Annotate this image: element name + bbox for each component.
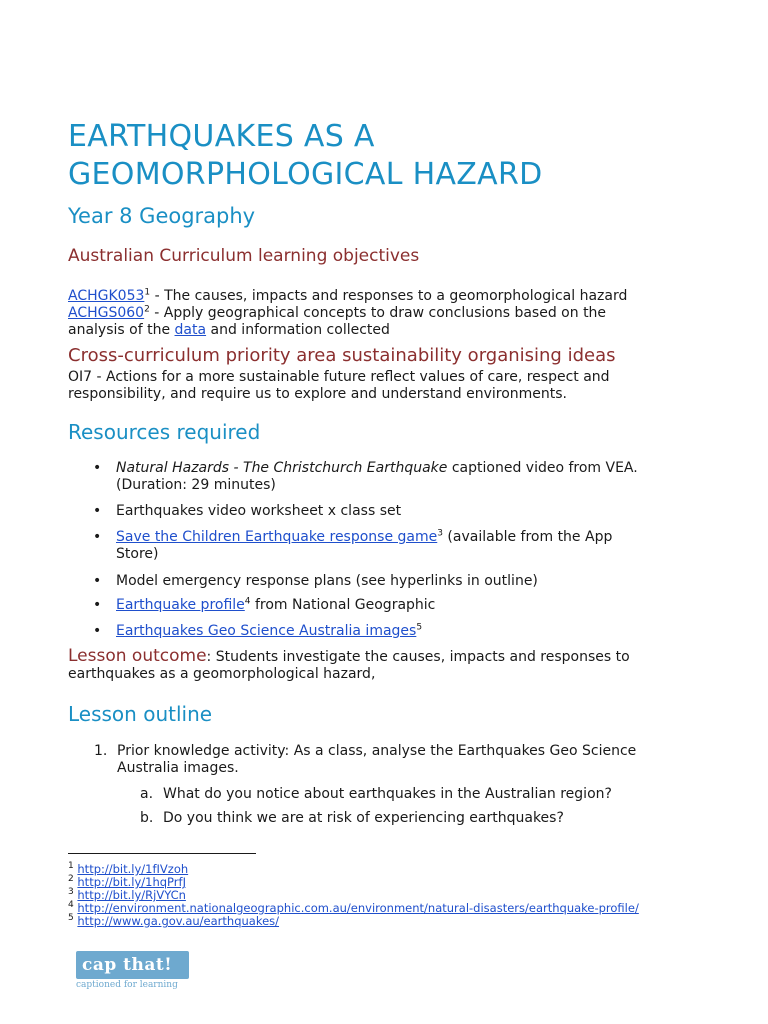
objective-2-continued — [68, 322, 708, 339]
footnote-divider — [68, 853, 256, 854]
footnote-ref-2: 2 — [144, 304, 150, 315]
objectives-heading: Australian Curriculum learning objectives — [68, 246, 420, 266]
footnote-num-3: 3 — [68, 887, 74, 898]
data-link[interactable]: data — [174, 322, 207, 338]
footnote-num-5: 5 — [68, 913, 74, 924]
resource-video-duration: (Duration: 29 minutes) — [116, 477, 276, 493]
cap-that-logo-tagline: captioned for learning — [76, 980, 178, 990]
resource-profile-text: from National Geographic — [250, 597, 436, 613]
lesson-outcome — [68, 648, 728, 683]
outline-number-1: 1. — [94, 743, 108, 759]
footnote-link-5[interactable]: http://www.ga.gov.au/earthquakes/ — [77, 914, 280, 928]
earthquake-profile-link[interactable]: Earthquake profile — [116, 597, 245, 613]
resource-video-text: captioned video from VEA. — [447, 460, 638, 476]
footnote-link-2[interactable]: http://bit.ly/1hqPrfJ — [77, 875, 186, 889]
lesson-outcome-label: Lesson outcome — [68, 646, 207, 666]
page-title — [68, 118, 543, 194]
resource-video — [93, 460, 736, 494]
footnote-ref-5: 5 — [416, 622, 423, 633]
bullet-icon: • — [93, 529, 102, 545]
geoscience-images-link[interactable]: Earthquakes Geo Science Australia images — [116, 623, 417, 639]
resource-game — [93, 528, 736, 563]
footnotes — [68, 863, 748, 928]
lesson-outline-heading: Lesson outline — [68, 702, 213, 726]
footnote-ref-4: 4 — [244, 596, 251, 607]
resource-worksheet — [93, 503, 736, 520]
outline-item-1 — [94, 743, 714, 777]
outline-sub-a-text: What do you notice about earthquakes in the Australian region? — [163, 786, 612, 802]
outline-sub-b-label: b. — [140, 810, 154, 826]
bullet-icon: • — [93, 597, 102, 613]
resource-game-text: (available from the App — [442, 529, 613, 545]
lesson-outcome-text: : Students investigate the causes, impacts and responses to — [206, 649, 630, 665]
footnote-ref-3: 3 — [437, 528, 443, 539]
outline-sub-a-label: a. — [140, 786, 154, 802]
outline-sub-b — [140, 810, 700, 827]
objective-2-cont-pre: analysis of the — [68, 322, 175, 338]
subtitle: Year 8 Geography — [68, 204, 256, 228]
cross-curriculum-heading: Cross-curriculum priority area sustainability organising ideas — [68, 345, 616, 366]
footnote-num-1: 1 — [68, 861, 74, 872]
bullet-icon: • — [93, 460, 102, 476]
resource-emergency-plans — [93, 573, 736, 590]
title-line-1: EARTHQUAKES AS A — [68, 119, 375, 154]
outline-sub-a — [140, 786, 700, 803]
resource-emergency-plans-text: Model emergency response plans (see hyperlinks in outline) — [116, 573, 538, 589]
objective-2-cont-post: and information collected — [206, 322, 390, 338]
resource-earthquake-profile — [93, 596, 736, 614]
lesson-outcome-line-2: earthquakes as a geomorphological hazard, — [68, 666, 376, 682]
outline-item-1-line-2: Australia images. — [117, 760, 239, 776]
resource-geoscience-images — [93, 622, 736, 640]
outline-item-1-line-1: Prior knowledge activity: As a class, analyse the Earthquakes Geo Science — [117, 743, 637, 759]
objective-1 — [68, 288, 708, 305]
objective-2-text: - Apply geographical concepts to draw conclusions based on the — [149, 305, 607, 321]
footnote-link-4[interactable]: http://environment.nationalgeographic.com.au/environment/natural-disasters/earthquake-profile/ — [77, 901, 639, 915]
footnote-ref-1: 1 — [144, 287, 151, 298]
objectives-block — [68, 288, 708, 339]
footnote-num-2: 2 — [68, 874, 74, 885]
cross-line-2: responsibility, and require us to explore and understand environments. — [68, 386, 568, 402]
objective-1-text: - The causes, impacts and responses to a geomorphological hazard — [150, 288, 628, 304]
objective-2 — [68, 305, 708, 322]
bullet-icon: • — [93, 623, 102, 639]
resource-game-store: Store) — [116, 546, 159, 562]
outline-sub-b-text: Do you think we are at risk of experiencing earthquakes? — [163, 810, 564, 826]
game-link[interactable]: Save the Children Earthquake response game — [116, 529, 438, 545]
resource-worksheet-text: Earthquakes video worksheet x class set — [116, 503, 402, 519]
footnote-link-3[interactable]: http://bit.ly/RjVYCn — [77, 888, 186, 902]
cap-that-logo-text: cap that! — [82, 955, 173, 975]
objective-1-code-link[interactable]: ACHGK053 — [68, 288, 145, 304]
footnote-num-4: 4 — [68, 900, 74, 911]
footnote-5 — [68, 915, 748, 928]
cross-line-1: OI7 - Actions for a more sustainable future reflect values of care, respect and — [68, 369, 610, 385]
bullet-icon: • — [93, 503, 102, 519]
title-line-2: GEOMORPHOLOGICAL HAZARD — [68, 157, 543, 192]
bullet-icon: • — [93, 573, 102, 589]
footnote-link-1[interactable]: http://bit.ly/1fIVzoh — [77, 862, 189, 876]
resource-video-title: Natural Hazards - The Christchurch Earthquake — [116, 460, 448, 476]
resources-heading: Resources required — [68, 420, 261, 444]
objective-2-code-link[interactable]: ACHGS060 — [68, 305, 145, 321]
cross-curriculum-text — [68, 369, 708, 403]
